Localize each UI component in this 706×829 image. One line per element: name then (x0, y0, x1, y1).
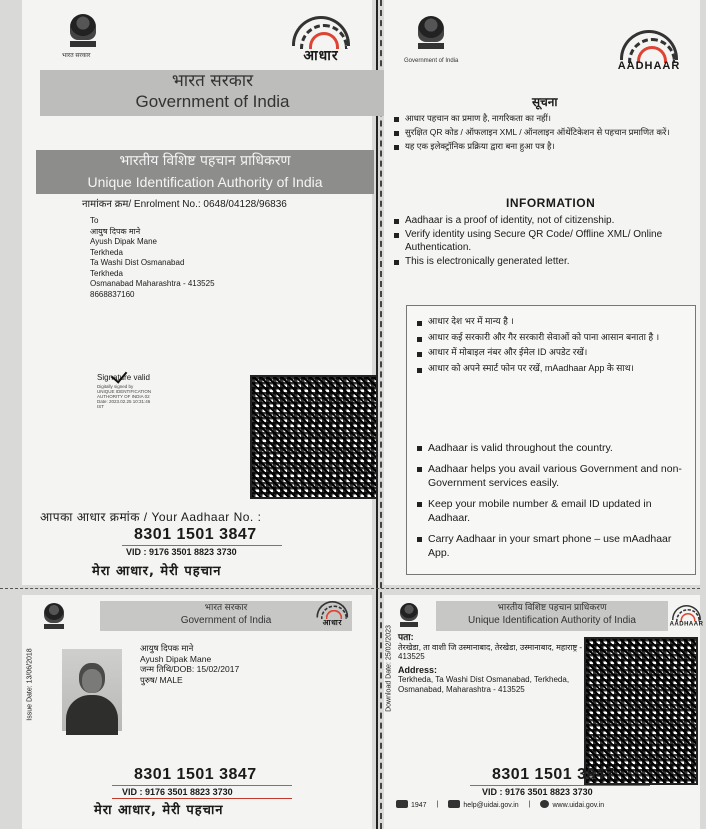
aadhaar-logo (612, 30, 686, 74)
address-line: Ayush Dipak Mane (90, 237, 157, 246)
aadhaar-fingerprint-icon (316, 601, 348, 618)
mail-icon (448, 800, 460, 808)
secure-qr-code (584, 637, 698, 785)
national-emblem-icon (70, 14, 96, 48)
notice-title-hi: सूचना (532, 95, 558, 109)
gov-title-en: Government of India (180, 615, 272, 626)
website (540, 800, 604, 809)
list-item: आधार पहचान का प्रमाण है, नागरिकता का नहीं। (394, 112, 694, 124)
address-line: Terkheda (90, 268, 123, 278)
divider-red (112, 798, 292, 799)
emblem-label: Government of India (404, 58, 459, 64)
footer-separator: | (436, 801, 439, 808)
divider (112, 785, 292, 786)
aadhaar-logo (668, 605, 705, 627)
address-hi: तेरखेडा, ता वाशी जि उस्मानाबाद, तेरखेडा, उस्मानाबाद, महाराष्ट्र - 413525 (398, 642, 583, 661)
list-item: आधार देश भर में मान्य है । (417, 316, 687, 328)
digital-signature (97, 368, 151, 409)
holder-name-en: Ayush Dipak Mane (140, 653, 212, 664)
divider (122, 545, 282, 546)
aadhaar-fingerprint-icon (292, 16, 350, 46)
list-item: Aadhaar is a proof of identity, not of citizenship. (394, 214, 700, 227)
emblem-label: भारत सरकार (62, 53, 91, 59)
holder-name-hi: आयुष दिपक माने (140, 643, 194, 653)
address-en: Terkheda, Ta Washi Dist Osmanabad, Terkheda, Osmanabad, Maharashtra - 413525 (398, 675, 570, 694)
list-item: Aadhaar is valid throughout the country. (417, 441, 692, 456)
address-line: Terkheda (90, 247, 123, 257)
aadhaar-card-front (22, 595, 372, 829)
information-title: INFORMATION (506, 196, 596, 210)
list-item: Aadhaar helps you avail various Government and non-Government services easily. (417, 462, 692, 491)
aadhaar-logo-text: आधार (303, 47, 339, 63)
signature-detail-line: AUTHORITY OF INDIA 02 (97, 394, 150, 399)
information-list (394, 214, 700, 269)
holder-gender: पुरुष/ MALE (140, 674, 183, 685)
signature-details (97, 384, 151, 409)
list-item: आधार को अपने स्मार्ट फोन पर रखें, mAadhaar App के साथ। (417, 363, 687, 375)
benefits-list-en (417, 441, 692, 567)
uidai-band (436, 601, 668, 631)
your-aadhaar-label: आपका आधार क्रमांक / Your Aadhaar No. : (40, 510, 262, 524)
vid-number: VID : 9176 3501 8823 3730 (482, 787, 593, 797)
uidai-title-en: Unique Identification Authority of India (468, 615, 636, 626)
tagline: मेरा आधार, मेरी पहचान (94, 803, 224, 818)
aadhaar-information-page (384, 0, 700, 585)
address-label-hi: पता: (398, 632, 414, 642)
holder-photo (62, 649, 122, 731)
aadhaar-logo-text: AADHAAR (617, 60, 681, 72)
aadhaar-fingerprint-icon (620, 30, 678, 60)
footer-separator: | (528, 801, 531, 808)
uidai-title-hi: भारतीय विशिष्ट पहचान प्राधिकरण (119, 153, 291, 169)
email (448, 800, 518, 809)
aadhaar-letter-front (22, 0, 372, 585)
contact-footer (396, 800, 706, 809)
notice-list-hi (394, 112, 694, 154)
aadhaar-benefits-box (406, 305, 696, 575)
vid-number: VID : 9176 3501 8823 3730 (126, 547, 237, 557)
phone-icon (396, 800, 408, 808)
national-emblem-icon (44, 603, 64, 629)
holder-details (140, 643, 239, 685)
list-item: आधार कई सरकारी और गैर सरकारी सेवाओं को पाना आसान बनाता है । (417, 332, 687, 344)
to-label: To (90, 216, 99, 225)
list-item: Carry Aadhaar in your smart phone – use mAadhaar App. (417, 532, 692, 561)
address-label-en: Address: (398, 664, 438, 675)
list-item: यह एक इलेक्ट्रॉनिक प्रक्रिया द्वारा बना हुआ पत्र है। (394, 140, 694, 152)
holder-dob: जन्म तिथि/DOB: 15/02/2017 (140, 664, 240, 674)
list-item: आधार में मोबाइल नंबर और ईमेल ID अपडेट रखें। (417, 347, 687, 359)
enrolment-number: नामांकन क्रम/ Enrolment No.: 0648/04128/96836 (82, 199, 287, 210)
recipient-address (90, 216, 215, 300)
gov-title-hi: भारत सरकार (204, 602, 248, 612)
list-item: Keep your mobile number & email ID updated in Aadhaar. (417, 497, 692, 526)
signature-label: Signature valid (97, 373, 150, 382)
list-item: सुरक्षित QR कोड / ऑफलाइन XML / ऑनलाइन ऑथेंटिकेशन से पहचान प्रमाणित करें। (394, 126, 694, 138)
secure-qr-code (250, 375, 378, 499)
aadhaar-logo (312, 601, 353, 625)
national-emblem-icon (418, 16, 444, 50)
national-emblem-icon (400, 603, 418, 627)
uidai-band (36, 150, 374, 194)
aadhaar-card-back (384, 595, 704, 829)
address-line: आयुष दिपक माने (90, 226, 141, 236)
gov-title-en: Government of India (135, 92, 290, 111)
globe-icon (540, 800, 549, 808)
divider (470, 785, 650, 786)
aadhaar-fingerprint-icon (672, 605, 701, 620)
aadhaar-number: 8301 1501 3847 (492, 766, 615, 783)
uidai-title-en: Unique Identification Authority of India (87, 174, 323, 190)
aadhaar-logo-text: आधार (322, 618, 343, 627)
benefits-list-hi (417, 316, 687, 378)
signature-detail-line: Date: 2023.02.25 10:31:46 (97, 399, 151, 404)
list-item: This is electronically generated letter. (394, 255, 700, 268)
download-date: Download Date: 25/02/2023 (385, 625, 393, 712)
gov-title-hi: भारत सरकार (171, 71, 254, 91)
address-line: Osmanabad Maharashtra - 413525 (90, 279, 215, 288)
signature-detail-line: UNIQUE IDENTIFICATION (97, 389, 152, 394)
aadhaar-logo (284, 16, 358, 63)
signature-detail-line: Digitally signed by (97, 384, 134, 389)
tagline: मेरा आधार, मेरी पहचान (92, 564, 222, 579)
phone-number: 8668837160 (90, 289, 135, 299)
government-band (40, 70, 385, 116)
horizontal-cut-line (0, 588, 700, 592)
aadhaar-number: 8301 1501 3847 (134, 766, 257, 783)
uidai-title-hi: भारतीय विशिष्ट पहचान प्राधिकरण (497, 602, 607, 612)
website-url: www.uidai.gov.in (552, 802, 605, 809)
card-address (398, 633, 588, 694)
list-item: Verify identity using Secure QR Code/ Offline XML/ Online Authentication. (394, 228, 700, 254)
aadhaar-number: 8301 1501 3847 (134, 526, 257, 543)
signature-detail-line: IST (97, 404, 105, 409)
vid-number: VID : 9176 3501 8823 3730 (122, 787, 233, 797)
email-address: help@uidai.gov.in (463, 802, 519, 809)
helpline-number: 1947 (411, 802, 427, 809)
address-line: Ta Washi Dist Osmanabad (90, 258, 185, 267)
issue-date: Issue Date: 13/06/2018 (26, 648, 34, 721)
helpline (396, 800, 427, 809)
aadhaar-logo-text: AADHAAR (669, 620, 704, 627)
